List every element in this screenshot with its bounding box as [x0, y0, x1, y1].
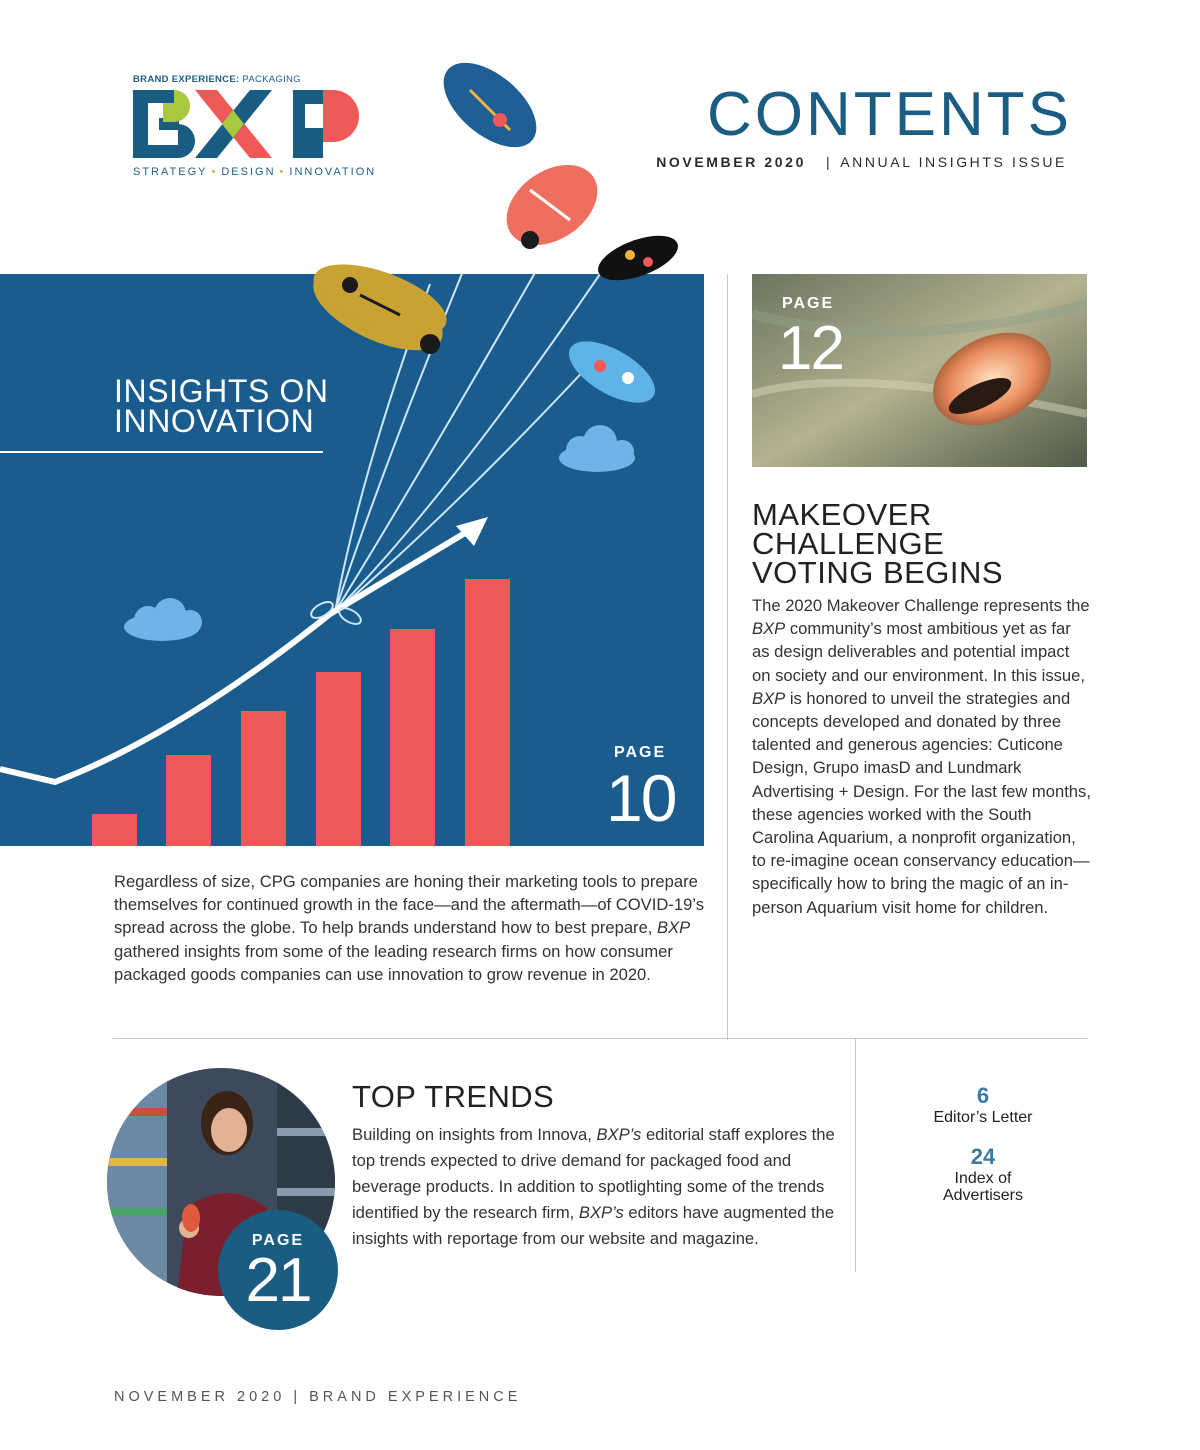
feature-body-text: Regardless of size, CPG companies are honing their marketing tools to prepare themselves for continued growth in the face—and the aftermath—of COVID-19’s spread across the globe. To help brands understand how to best prepare, BXP gathered insights from some of the leading research firms on how consumer packaged goods companies can use innovation to grow revenue in 2020. [114, 872, 704, 984]
bird-kite-icon [492, 148, 613, 261]
index-item-editors-letter[interactable] [868, 1083, 1098, 1126]
feature-illustration [0, 274, 704, 846]
index-item-advertisers[interactable] [868, 1144, 1098, 1204]
feature-heading: INSIGHTS ON INNOVATION [114, 373, 329, 439]
side-body-text: The 2020 Makeover Challenge represents the BXP community’s most ambitious yet as far as design deliverables and potential impact on society and our environment. In this issue, BXP is honored to unveil the strategies and concepts developed and donated by three talented and generous agencies: Cuticone Design, Grupo imasD and Lundmark Advertising + Design. For the last few months, these agencies worked with the South Carolina Aquarium, a nonprofit organization, to re-imagine ocean conservancy education—specifically how to bring the magic of an in-person Aquarium visit home for children. [752, 596, 1091, 917]
page-title: CONTENTS [707, 80, 1072, 149]
section-divider [113, 1038, 1087, 1039]
page-label: PAGE [782, 295, 835, 312]
page-number: 10 [606, 761, 676, 835]
logo-tagline-bottom: STRATEGY • DESIGN • INNOVATION [133, 166, 377, 178]
side-heading: MAKEOVER CHALLENGE VOTING BEGINS [752, 497, 1004, 590]
index-page-number: 6 [976, 1083, 990, 1108]
index-label: Advertisers [942, 1187, 1024, 1204]
index-label: Editor’s Letter [933, 1109, 1033, 1126]
bird-kite-icon [559, 329, 664, 415]
trends-heading: TOP TRENDS [352, 1079, 555, 1114]
cloud-icon [124, 598, 202, 641]
index-page-number: 24 [970, 1144, 996, 1169]
page-number: 21 [245, 1246, 311, 1315]
heading-rule [0, 451, 323, 453]
bird-kite-icon [592, 227, 683, 290]
page-label: PAGE [614, 744, 667, 761]
trends-body-text: Building on insights from Innova, BXP’s editorial staff explores the top trends expected to drive demand for packaged food and beverage products. In addition to spotlighting some of the trends identified by the research firm, BXP’s editors have augmented the insights with reportage from our website and magazine. [352, 1125, 835, 1248]
index-label: Index of [954, 1170, 1012, 1187]
page-footer: NOVEMBER 2020 | BRAND EXPERIENCE [114, 1389, 522, 1405]
bird-kite-icon [305, 250, 456, 330]
bird-kite-icon [429, 50, 552, 163]
kites-illustration [290, 50, 710, 330]
cloud-icon [559, 425, 635, 472]
page-label: PAGE [251, 1232, 305, 1249]
column-divider [855, 1038, 856, 1272]
growth-chart-illustration [0, 274, 704, 846]
column-divider [727, 274, 728, 1040]
logo-tagline-top: BRAND EXPERIENCE: PACKAGING [133, 74, 301, 85]
page-number: 12 [778, 314, 843, 383]
issue-line: NOVEMBER 2020 | ANNUAL INSIGHTS ISSUE [656, 154, 1067, 170]
